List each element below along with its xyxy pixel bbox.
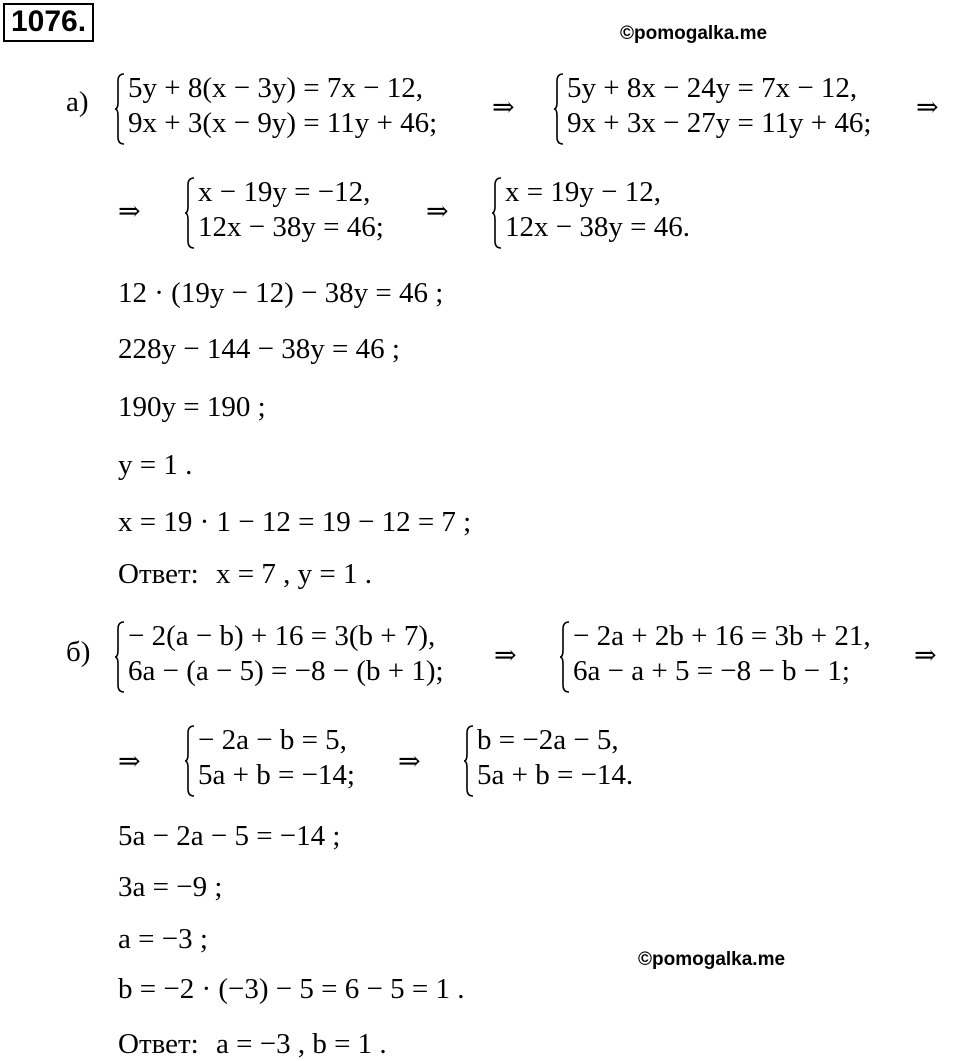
solution-step: 5a − 2a − 5 = −14 ; xyxy=(118,820,341,852)
equation: 5y + 8x − 24y = 7x − 12, xyxy=(567,72,858,104)
solution-step: x = 19 · 1 − 12 = 19 − 12 = 7 ; xyxy=(118,506,472,538)
brace-icon xyxy=(114,620,126,694)
equation: 9x + 3(x − 9y) = 11y + 46; xyxy=(128,107,438,139)
implies-arrow: ⇒ xyxy=(118,746,141,777)
solution-step: 12 · (19y − 12) − 38y = 46 ; xyxy=(118,277,444,309)
equation: 12x − 38y = 46; xyxy=(198,211,384,243)
solution-step: 3a = −9 ; xyxy=(118,871,223,903)
equation: b = −2a − 5, xyxy=(477,724,619,756)
problem-number: 1076. xyxy=(3,3,94,42)
part-a-label: а) xyxy=(66,86,89,118)
implies-arrow: ⇒ xyxy=(118,196,141,227)
brace-icon xyxy=(184,176,196,250)
answer-label: Ответ: xyxy=(118,1028,199,1060)
solution-step: 190y = 190 ; xyxy=(118,391,266,423)
answer-value: a = −3 , b = 1 . xyxy=(216,1028,387,1060)
equation: 5a + b = −14; xyxy=(198,759,355,791)
equation: − 2a − b = 5, xyxy=(198,724,347,756)
implies-arrow: ⇒ xyxy=(492,92,515,123)
equation: x − 19y = −12, xyxy=(198,176,371,208)
equation: 12x − 38y = 46. xyxy=(505,211,690,243)
equation: − 2(a − b) + 16 = 3(b + 7), xyxy=(128,620,436,652)
equation: 6a − a + 5 = −8 − b − 1; xyxy=(573,655,850,687)
implies-arrow: ⇒ xyxy=(494,640,517,671)
solution-step: 228y − 144 − 38y = 46 ; xyxy=(118,333,400,365)
answer-line xyxy=(118,560,372,589)
equation: 5y + 8(x − 3y) = 7x − 12, xyxy=(128,72,423,104)
solution-step: b = −2 · (−3) − 5 = 6 − 5 = 1 . xyxy=(118,973,465,1005)
answer-label: Ответ: xyxy=(118,558,199,590)
equation: − 2a + 2b + 16 = 3b + 21, xyxy=(573,620,871,652)
brace-icon xyxy=(553,72,565,146)
watermark: ©pomogalka.me xyxy=(620,23,768,44)
equation: x = 19y − 12, xyxy=(505,176,661,208)
brace-icon xyxy=(491,176,503,250)
brace-icon xyxy=(559,620,571,694)
brace-icon xyxy=(184,724,196,798)
brace-icon xyxy=(463,724,475,798)
implies-arrow: ⇒ xyxy=(916,92,939,123)
equation: 5a + b = −14. xyxy=(477,759,634,791)
solution-step: a = −3 ; xyxy=(118,923,208,955)
implies-arrow: ⇒ xyxy=(914,640,937,671)
answer-value: x = 7 , y = 1 . xyxy=(216,558,372,590)
brace-icon xyxy=(114,72,126,146)
implies-arrow: ⇒ xyxy=(426,196,449,227)
implies-arrow: ⇒ xyxy=(398,746,421,777)
watermark: ©pomogalka.me xyxy=(638,949,786,970)
equation: 9x + 3x − 27y = 11y + 46; xyxy=(567,107,872,139)
solution-step: y = 1 . xyxy=(118,449,193,481)
part-b-label: б) xyxy=(66,636,91,668)
answer-line xyxy=(118,1030,387,1059)
equation: 6a − (a − 5) = −8 − (b + 1); xyxy=(128,655,444,687)
